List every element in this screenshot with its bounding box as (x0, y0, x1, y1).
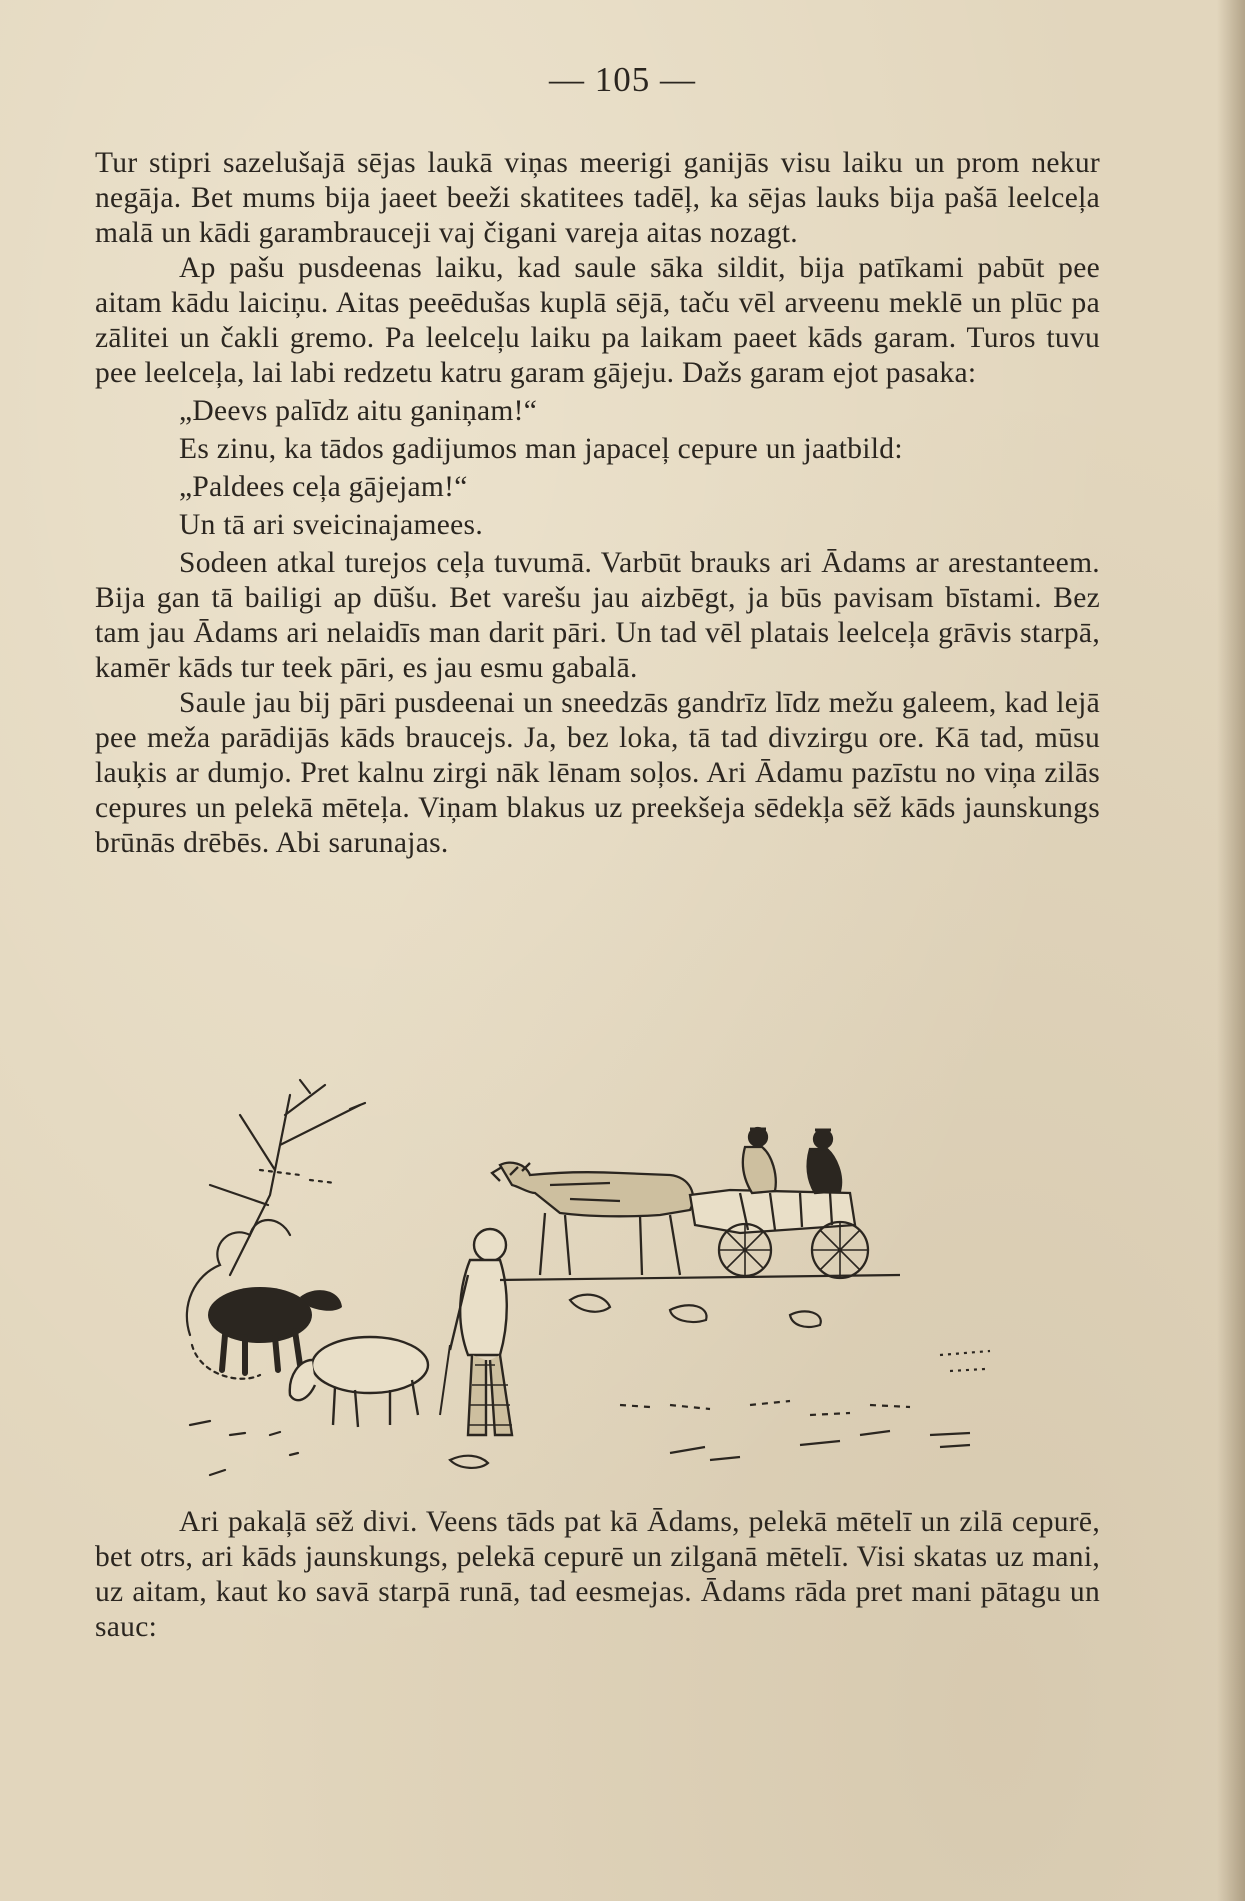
text-block-top (95, 146, 1100, 861)
paragraph: Ari pakaļā sēž divi. Veens tāds pat kā Ādams, pelekā mētelī un zilā cepurē, bet otrs, ari kāds jaunskungs, pelekā cepurē un zilganā mētelī. Visi skatas uz mani, uz aitam, kaut ko savā starpā runā, tad eesmejas. Ādams rāda pret mani pātagu un sauc: (95, 1506, 1100, 1643)
text-block-bottom (95, 1505, 1100, 1645)
white-sheep (290, 1337, 428, 1427)
shepherd-boy (440, 1229, 512, 1435)
road-marks (450, 1275, 990, 1468)
illustration-shepherd-and-carriage (150, 1075, 1030, 1485)
paragraph: Sodeen atkal turejos ceļa tuvumā. Varbūt brauks ari Ādams ar arestanteem. Bija gan tā bailigi ap dūšu. Bet varešu jau aizbēgt, ja būs pavisam bīstami. Bez tam jau Ādams ari nelaidīs man darit pāri. Un tad vēl platais leelceļa grāvis starpā, kamēr kāds tur teek pāri, es jau esmu gabalā. (95, 547, 1100, 684)
paragraph: Un tā ari sveicinajamees. (179, 509, 484, 541)
horse-carriage (492, 1128, 868, 1278)
paragraph: „Paldees ceļa gājejam!“ (179, 471, 468, 503)
paragraph: Saule jau bij pāri pusdeenai un sneedzās gandrīz līdz mežu galeem, kad lejā pee meža parādijās kāds braucejs. Ja, bez loka, tā tad divzirgu ore. Kā tad, mūsu lauķis ar dumjo. Pret kalnu zirgi nāk lēnam soļos. Ari Ādamu pazīstu no viņa zilās cepures un pelekā mēteļa. Viņam blakus uz preekšeja sēdekļa sēž kāds jaunskungs brūnās drēbēs. Abi sarunajas. (95, 687, 1100, 859)
paragraph: Ap pašu pusdeenas laiku, kad saule sāka sildit, bija patīkami pabūt pee aitam kādu laiciņu. Aitas peeēdušas kuplā sējā, taču vēl arveenu meklē un plūc pa zālitei un čakli gremo. Pa leelceļu laiku pa laikam paeet kāds garam. Turos tuvu pee leelceļa, lai labi redzetu katru garam gājeju. Dažs garam ejot pasaka: (95, 252, 1100, 389)
page-number: — 105 — (549, 60, 696, 99)
illustration-drawing (150, 1075, 1030, 1485)
paragraph: Tur stipri sazelušajā sējas laukā viņas meerigi ganijās visu laiku un prom nekur negāja. Bet mums bija jaeet beeži skatitees tadēļ, ka sējas lauks bija pašā leelceļa malā un kādi garambrauceji vaj čigani vareja aitas nozagt. (95, 147, 1100, 249)
paragraph: „Deevs palīdz aitu ganiņam!“ (179, 395, 538, 427)
paragraph: Es zinu, ka tādos gadijumos man japaceļ cepure un jaatbild: (179, 433, 903, 465)
